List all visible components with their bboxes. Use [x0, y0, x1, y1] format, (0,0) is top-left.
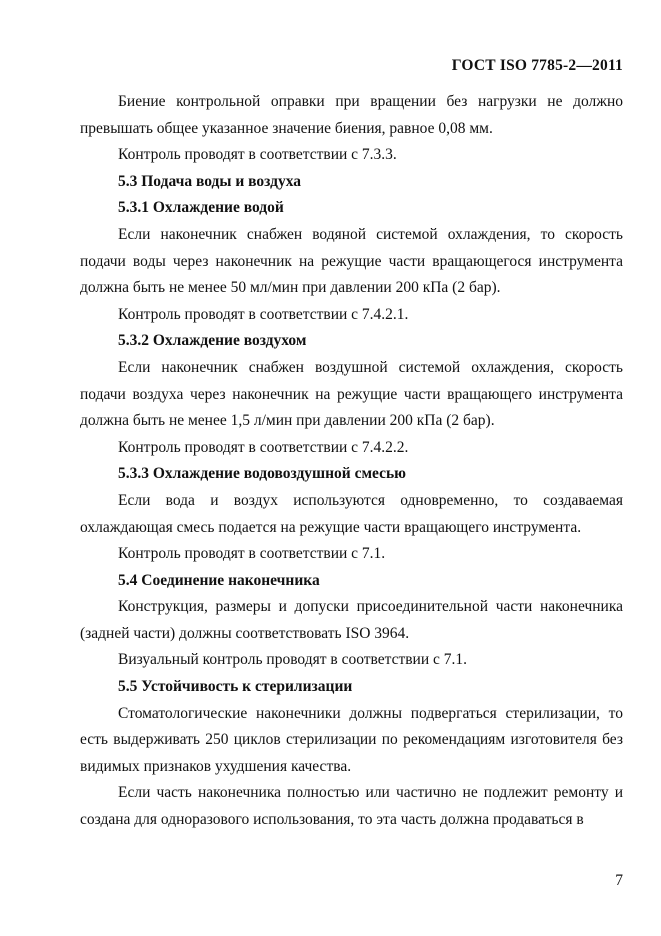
- paragraph-control-7-4-2-2: Контроль проводят в соответствии с 7.4.2.2.: [118, 438, 409, 456]
- heading-5-3-1: 5.3.1 Охлаждение водой: [118, 199, 284, 217]
- document-body: [80, 89, 623, 834]
- paragraph-spray-cooling: Если вода и воздух используются одновременно, то создаваемая охлаждающая смесь подается на режущие части вращающего инструмента.: [80, 491, 623, 536]
- page-number: 7: [615, 872, 623, 889]
- standard-header: ГОСТ ISO 7785-2—2011: [451, 57, 623, 74]
- heading-5-3-2: 5.3.2 Охлаждение воздухом: [118, 332, 307, 350]
- heading-5-3: 5.3 Подача воды и воздуха: [118, 172, 301, 190]
- paragraph-sterilization: Стоматологические наконечники должны подвергаться стерилизации, то есть выдерживать 250 циклов стерилизации по рекомендациям изготовителя без видимых признаков ухудшения качества.: [80, 704, 623, 775]
- paragraph-air-cooling: Если наконечник снабжен воздушной системой охлаждения, скорость подачи воздуха через наконечник на режущие части вращающего инструмента должна быть не менее 1,5 л/мин при давлении 200 кПа (2 бар).: [80, 358, 623, 430]
- paragraph-control-7-1: Контроль проводят в соответствии с 7.1.: [118, 545, 386, 563]
- heading-5-5: 5.5 Устойчивость к стерилизации: [118, 678, 353, 696]
- heading-5-3-3: 5.3.3 Охлаждение водовоздушной смесью: [118, 465, 407, 483]
- heading-5-4: 5.4 Соединение наконечника: [118, 571, 320, 589]
- paragraph-control-7-3-3: Контроль проводят в соответствии с 7.3.3.: [118, 146, 397, 164]
- paragraph-connection: Конструкция, размеры и допуски присоединительной части наконечника (задней части) должны соответствовать ISO 3964.: [80, 598, 623, 642]
- paragraph-runout: Биение контрольной оправки при вращении без нагрузки не должно превышать общее указанное значение биения, равное 0,08 мм.: [80, 93, 623, 137]
- paragraph-single-use: Если часть наконечника полностью или частично не подлежит ремонту и создана для одноразового использования, то эта часть должна продаваться в: [80, 784, 623, 829]
- paragraph-water-cooling: Если наконечник снабжен водяной системой охлаждения, то скорость подачи воды через наконечник на режущие части вращающегося инструмента должна быть не менее 50 мл/мин при давлении 200 кПа (2 бар).: [80, 225, 623, 297]
- paragraph-control-7-4-2-1: Контроль проводят в соответствии с 7.4.2.1.: [118, 305, 409, 323]
- paragraph-visual-control-7-1: Визуальный контроль проводят в соответствии с 7.1.: [118, 651, 468, 669]
